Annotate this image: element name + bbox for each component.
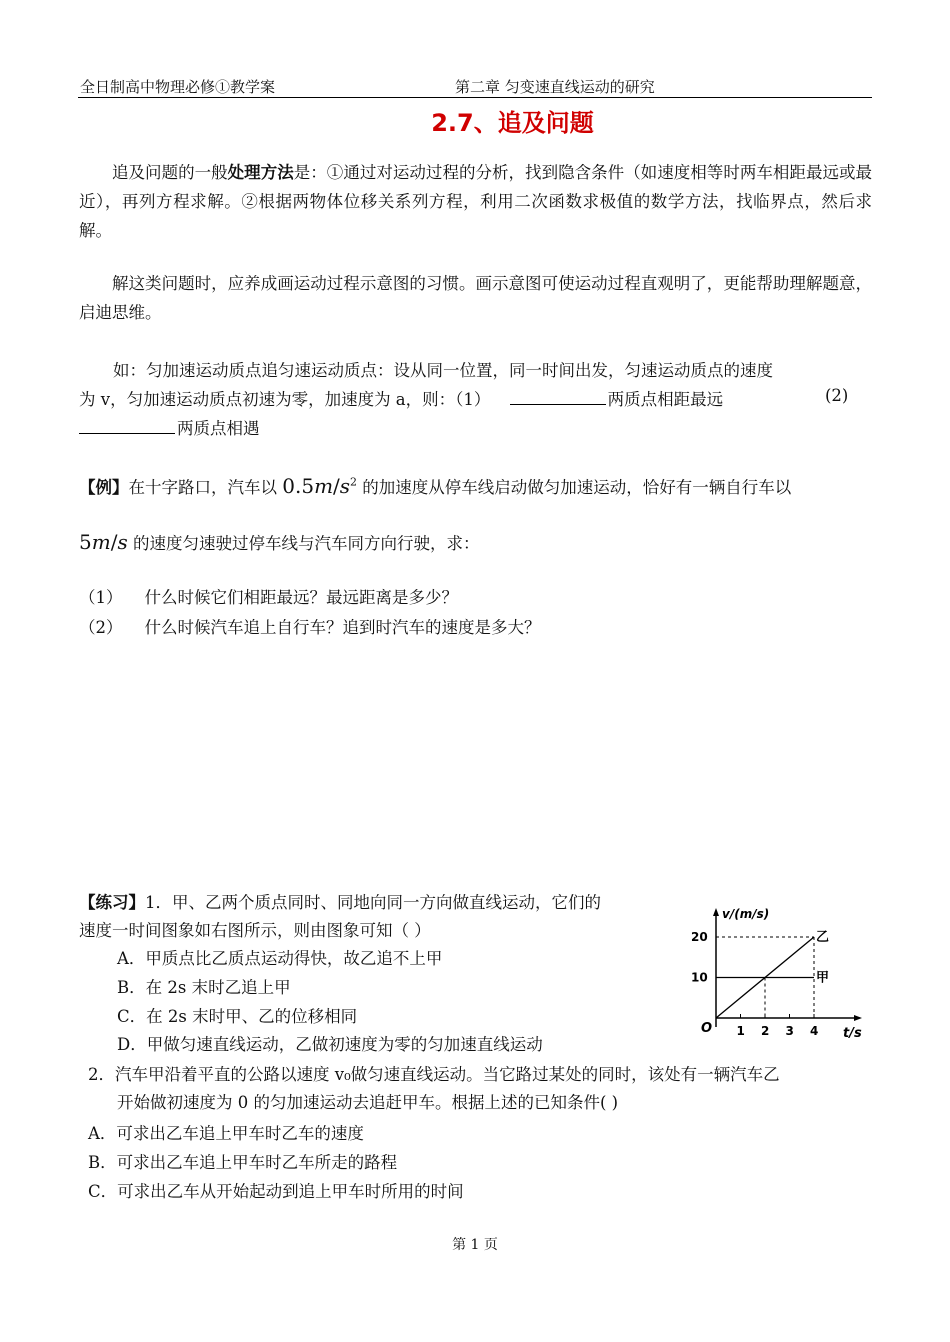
y-axis-label: v/(m/s) [722,907,770,921]
intro-bold: 处理方法 [227,163,294,182]
y-tick-label: 10 [691,970,708,985]
practice-option-c: C．在 2s 末时甲、乙的位移相同 [117,1007,358,1026]
practice-q1-line1-text: 1．甲、乙两个质点同时、同地向同一方向做直线运动，它们的 [145,893,601,912]
intro-rest: 是：①通过对运动过程的分析，找到隐含条件（如速度相等时两车相距最远或最近），再列方程求解。②根据两物体位移关系列方程，利用二次函数求极值的数学方法，找临界点，然后求解。 [79,163,873,240]
series-label-jia: 甲 [816,970,830,986]
y-axis-arrow [713,908,719,916]
example-q2 [79,614,541,638]
practice-option-b: B．在 2s 末时乙追上甲 [117,978,291,997]
intro-paragraph [79,158,872,245]
page-number: 第 1 页 [452,1237,498,1253]
speed-value: 5 [79,530,92,554]
x-tick-label: 2 [761,1024,770,1038]
practice-q1-line1 [79,889,601,913]
header-rule [78,97,872,98]
practice-tag: 【练习】 [79,893,145,912]
example-line1 [79,474,791,498]
header-right: 第二章 匀变速直线运动的研究 [455,78,655,96]
example-text3: 的速度匀速驶过停车线与汽车同方向行驶，求： [132,534,480,553]
practice2-option-c: C．可求出乙车从开始起动到追上甲车时所用的时间 [88,1182,464,1201]
header-left: 全日制高中物理必修①教学案 [80,78,276,96]
para3-line3 [79,415,260,439]
example-q1-num: （1） [79,588,123,607]
example-q1 [79,584,458,608]
practice-q2-line1: 2．汽车甲沿着平直的公路以速度 v₀做匀速直线运动。当它路过某处的同时，该处有一辆汽车乙 [88,1065,780,1084]
example-tag: 【例】 [79,478,129,497]
para3-line2 [79,386,723,410]
example-q2-num: （2） [79,618,123,637]
x-axis-arrow [854,1015,862,1021]
y-tick-labels [691,930,708,985]
accel-unit-m: m [314,474,334,498]
origin-label: O [701,1021,713,1036]
para3-line2a: 为 v，匀加速运动质点初速为零，加速度为 a，则：（1） [79,390,491,409]
example-q1-text: 什么时候它们相距最远？最远距离是多少？ [144,588,458,607]
accel-formula: $0.5m/s^2$ [282,474,358,498]
blank-2 [79,432,175,434]
practice-option-a: A．甲质点比乙质点运动得快，故乙追不上甲 [117,949,443,968]
para3-line1: 如：匀加速运动质点追匀速运动质点：设从同一位置，同一时间出发，匀速运动质点的速度 [113,361,773,380]
paragraph-2: 解这类问题时，应养成画运动过程示意图的习惯。画示意图可使运动过程直观明了，更能帮助理解题意，启迪思维。 [79,274,872,322]
practice-q2-line2: 开始做初速度为 0 的匀加速运动去追赶甲车。根据上述的已知条件( ) [117,1093,619,1112]
series-lines [716,930,829,1018]
accel-value: 0.5 [282,474,315,498]
accel-unit-s: s [339,474,351,498]
practice2-option-b: B．可求出乙车追上甲车时乙车所走的路程 [88,1153,398,1172]
speed-unit-s: s [117,530,128,554]
practice2-option-a: A．可求出乙车追上甲车时乙车的速度 [88,1124,364,1143]
practice-q1-line2: 速度一时间图象如右图所示，则由图象可知（ ） [79,921,431,940]
para3-line2b: 两质点相距最远 [607,390,724,409]
practice-option-d: D．甲做匀速直线运动，乙做初速度为零的匀加速直线运动 [117,1035,543,1054]
page-title: 2.7、追及问题 [431,109,594,137]
x-tick-label: 3 [785,1024,794,1038]
accel-exp: 2 [350,475,358,489]
para3-line3-text: 两质点相遇 [177,419,260,438]
speed-formula: 5m/s [79,530,128,554]
y-tick-label: 20 [691,930,708,944]
intro-lead: 追及问题的一般 [112,163,228,182]
example-q2-text: 什么时候汽车追上自行车？追到时汽车的速度是多大？ [144,618,541,637]
speed-unit-m: m [91,530,111,554]
series-label-yi: 乙 [816,930,830,945]
vt-graph [686,902,876,1042]
blank-1 [510,403,606,405]
example-text1: 在十字路口，汽车以 [128,478,277,497]
example-text2: 的加速度从停车线启动做匀加速运动，恰好有一辆自行车以 [362,478,792,497]
x-axis-label: t/s [843,1026,862,1041]
x-tick-label: 1 [736,1024,745,1038]
x-tick-label: 4 [810,1024,819,1038]
para3-line2c: (2) [825,386,849,405]
example-line2 [79,530,479,554]
